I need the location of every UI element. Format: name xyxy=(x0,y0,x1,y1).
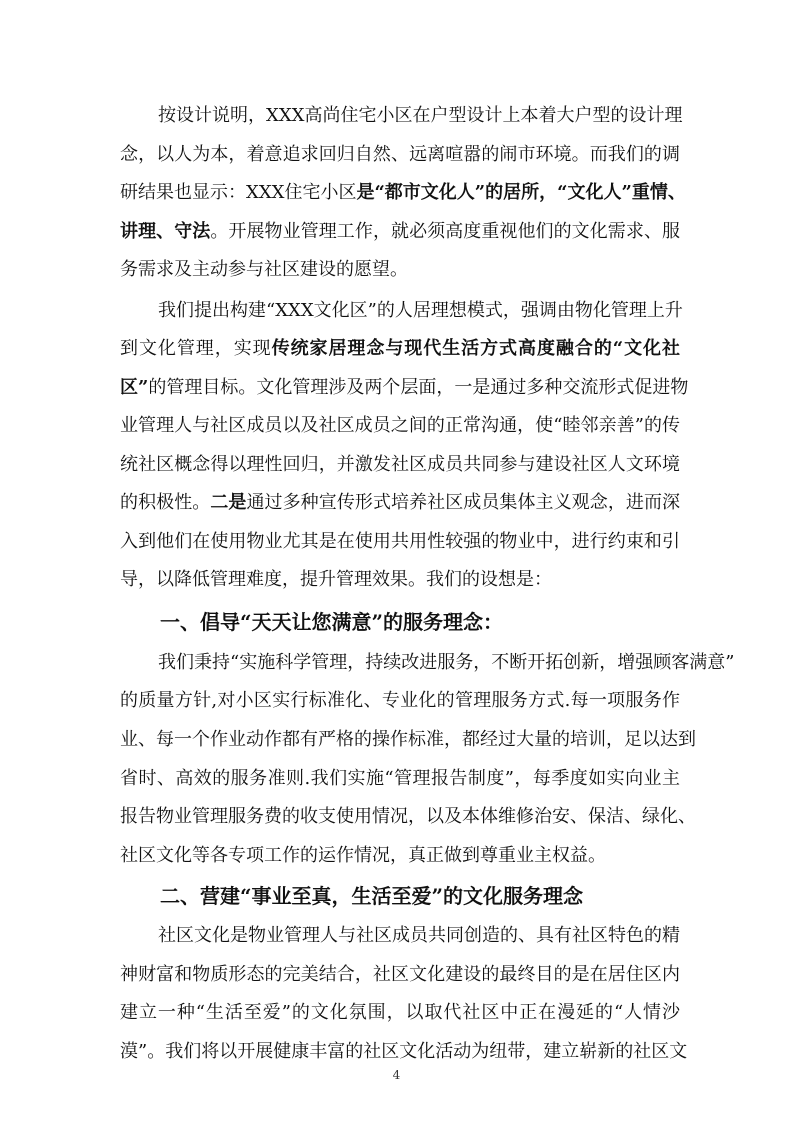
paragraph-2-line-6 xyxy=(120,491,680,515)
page-number: 4 xyxy=(392,1068,401,1082)
paragraph-4-line-3: 建立一种“生活至爱”的文化氛围，以取代社区中正在漫延的“人情沙 xyxy=(120,1002,680,1024)
paragraph-1-line-3 xyxy=(120,181,686,205)
text-run: 的管理目标。文化管理涉及两个层面，一是通过多种交流形式促进物 xyxy=(148,376,689,398)
paragraph-4-line-4: 漠”。我们将以开展健康丰富的社区文化活动为纽带，建立崭新的社区文 xyxy=(120,1041,688,1062)
paragraph-2-line-7: 入到他们在使用物业尤其是在使用共用性较强的物业中，进行约束和引 xyxy=(120,530,680,552)
bold-text-run: 传统家居理念与现代生活方式高度融合的“文化社 xyxy=(271,338,680,360)
paragraph-2-line-4: 业管理人与社区成员以及社区成员之间的正常沟通，使“睦邻亲善”的传 xyxy=(120,415,680,437)
paragraph-1-line-2: 念，以人为本，着意追求回归自然、远离喧嚣的闹市环境。而我们的调 xyxy=(120,143,680,165)
paragraph-2-line-1: 我们提出构建“XXX文化区”的人居理想模式，强调由物化管理上升 xyxy=(158,299,683,321)
text-run: 研结果也显示：XXX住宅小区 xyxy=(120,182,357,204)
bold-text-run: 二是 xyxy=(210,492,247,514)
paragraph-3-line-3: 业、每一个作业动作都有严格的操作标准，都经过大量的培训，足以达到 xyxy=(120,729,696,750)
paragraph-2-line-3 xyxy=(120,376,689,400)
paragraph-3-line-2: 的质量方针,对小区实行标准化、专业化的管理服务方式.每一项服务作 xyxy=(120,690,680,712)
paragraph-3-line-1: 我们秉持“实施科学管理，持续改进服务，不断开拓创新，增强顾客满意” xyxy=(158,651,735,673)
paragraph-3-line-6: 社区文化等各专项工作的运作情况，真正做到尊重业主权益。 xyxy=(120,844,606,866)
text-run: 。开展物业管理工作，就必须高度重视他们的文化需求、服 xyxy=(210,220,681,242)
bold-text-run: 区” xyxy=(120,376,149,398)
text-run: 的积极性。 xyxy=(120,492,211,514)
paragraph-3-line-4: 省时、高效的服务准则.我们实施“管理报告制度”，每季度如实向业主 xyxy=(120,767,680,789)
paragraph-4-line-2: 神财富和物质形态的完美结合，社区文化建设的最终目的是在居住区内 xyxy=(120,963,680,985)
section-heading-1: 一、倡导“天天让您满意”的服务理念： xyxy=(160,609,504,634)
paragraph-1-line-4 xyxy=(120,220,680,244)
paragraph-1-line-1: 按设计说明，XXX高尚住宅小区在户型设计上本着大户型的设计理 xyxy=(158,105,683,126)
paragraph-2-line-2 xyxy=(120,337,680,361)
paragraph-1-line-5: 务需求及主动参与社区建设的愿望。 xyxy=(120,259,408,281)
text-run: 通过多种宣传形式培养社区成员集体主义观念，进而深 xyxy=(246,492,681,514)
paragraph-4-line-1: 社区文化是物业管理人与社区成员共同创造的、具有社区特色的精 xyxy=(158,925,680,947)
section-heading-2: 二、营建“事业至真，生活至爱”的文化服务理念 xyxy=(160,884,584,909)
bold-text-run: 是“都市文化人”的居所，“文化人”重情、 xyxy=(356,182,686,204)
paragraph-3-line-5: 报告物业管理服务费的收支使用情况，以及本体维修治安、保洁、绿化、 xyxy=(120,806,696,828)
paragraph-2-line-5: 统社区概念得以理性回归，并激发社区成员共同参与建设社区人文环境 xyxy=(120,453,680,475)
bold-text-run: 讲理、守法 xyxy=(120,220,211,242)
text-run: 到文化管理，实现 xyxy=(120,338,272,360)
paragraph-2-line-8: 导，以降低管理难度，提升管理效果。我们的设想是： xyxy=(120,569,552,591)
